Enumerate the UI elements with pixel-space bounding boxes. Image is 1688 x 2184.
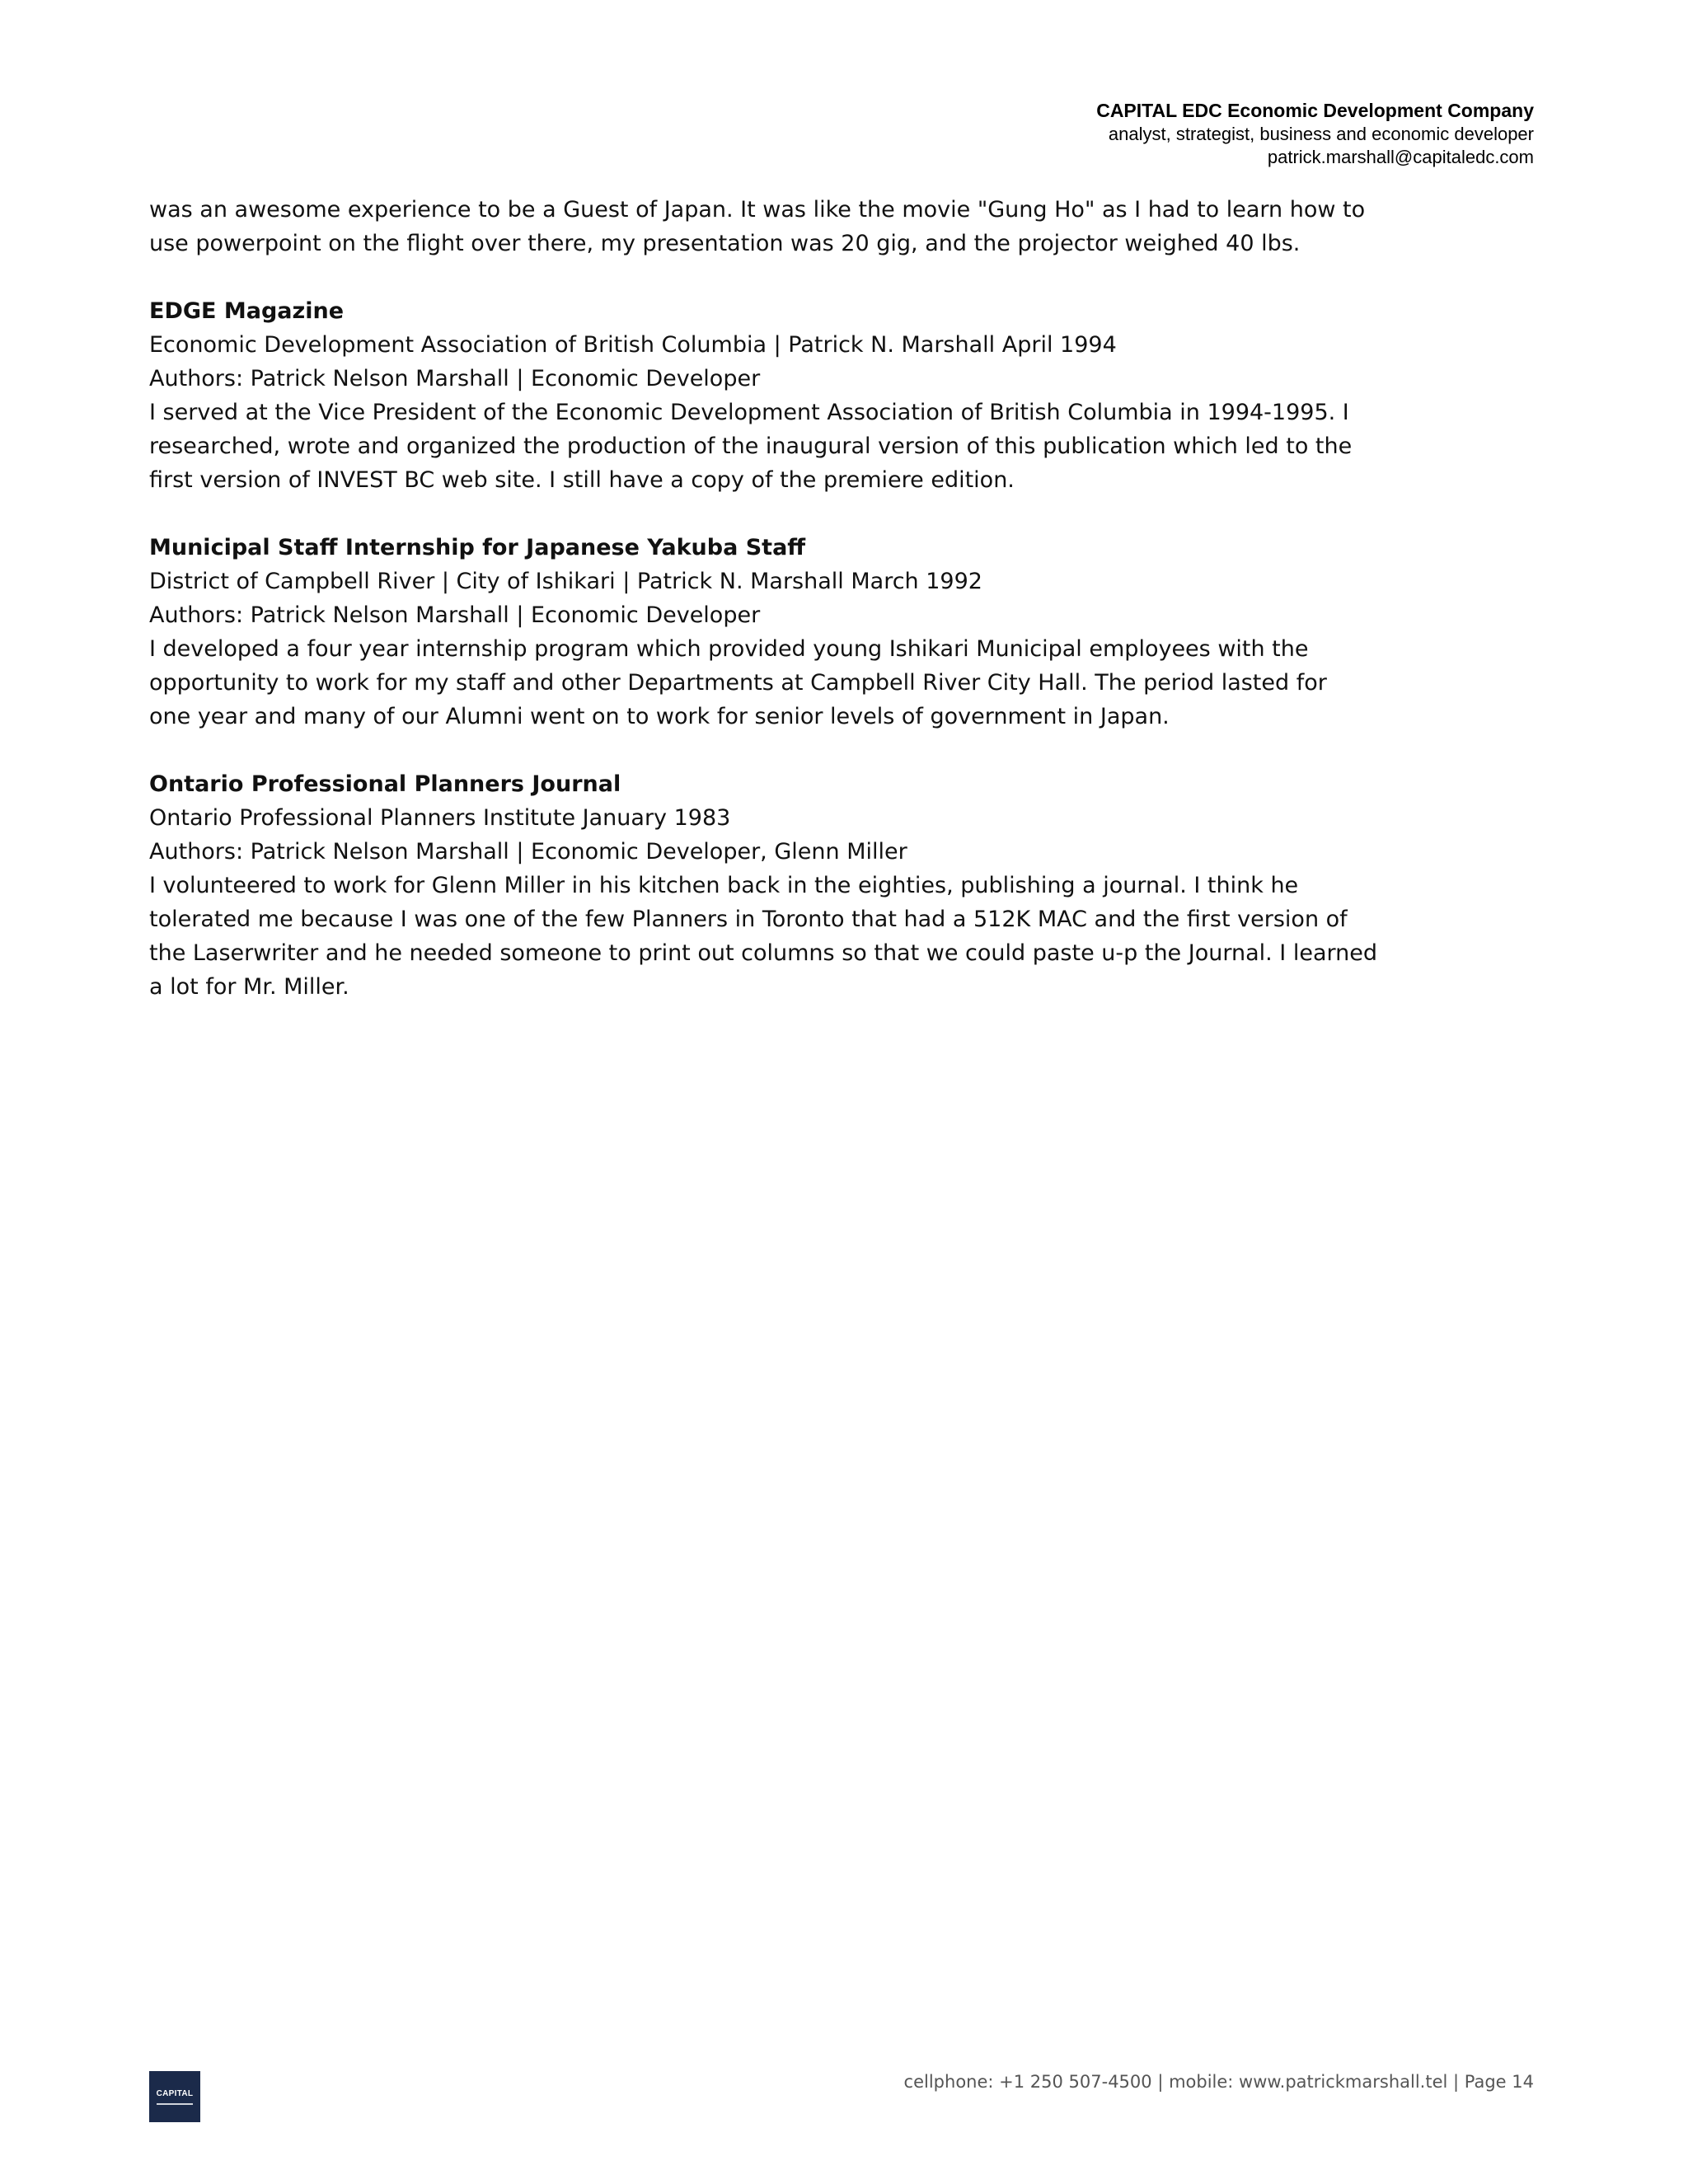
company-tagline: analyst, strategist, business and economic developer	[1108, 124, 1534, 144]
entry-authors: Authors: Patrick Nelson Marshall | Economic Developer	[149, 366, 761, 391]
intro-paragraph	[149, 193, 1402, 260]
logo-rule	[157, 2103, 193, 2105]
entry-title: EDGE Magazine	[149, 298, 344, 324]
contact-email: patrick.marshall@capitaledc.com	[1267, 147, 1534, 167]
capital-logo	[149, 2071, 200, 2122]
entry-description-line: researched, wrote and organized the production of the inaugural version of this publication which led to the	[149, 434, 1353, 459]
logo-text: CAPITAL	[156, 2089, 194, 2098]
entry-description-line: first version of INVEST BC web site. I still have a copy of the premiere edition.	[149, 467, 1015, 493]
entry-authors: Authors: Patrick Nelson Marshall | Economic Developer	[149, 602, 761, 628]
entry-description-line: a lot for Mr. Miller.	[149, 974, 349, 1000]
entry-authors: Authors: Patrick Nelson Marshall | Economic Developer, Glenn Miller	[149, 839, 907, 865]
entry-description-line: I served at the Vice President of the Economic Development Association of British Columbia in 1994-1995. I	[149, 400, 1349, 425]
company-name: CAPITAL EDC Economic Development Company	[1096, 100, 1534, 121]
publication-entry-ontario-journal	[149, 767, 1402, 1004]
entry-source: District of Campbell River | City of Ishikari | Patrick N. Marshall March 1992	[149, 569, 982, 594]
entry-title: Ontario Professional Planners Journal	[149, 771, 621, 797]
document-body	[149, 193, 1402, 1004]
entry-description-line: I volunteered to work for Glenn Miller in his kitchen back in the eighties, publishing a journal. I think he	[149, 873, 1299, 898]
entry-description-line: I developed a four year internship program which provided young Ishikari Municipal employees with the	[149, 636, 1309, 662]
entry-source: Ontario Professional Planners Institute January 1983	[149, 805, 731, 831]
publication-entry-edge-magazine	[149, 294, 1402, 497]
intro-line: use powerpoint on the flight over there, my presentation was 20 gig, and the projector weighed 40 lbs.	[149, 231, 1301, 256]
publication-entry-internship	[149, 531, 1402, 733]
intro-line: was an awesome experience to be a Guest of Japan. It was like the movie "Gung Ho" as I had to learn how to	[149, 197, 1366, 223]
entry-description-line: opportunity to work for my staff and other Departments at Campbell River City Hall. The period lasted for	[149, 670, 1327, 696]
footer-contact: cellphone: +1 250 507-4500 | mobile: www.patrickmarshall.tel | Page 14	[903, 2072, 1534, 2092]
entry-source: Economic Development Association of British Columbia | Patrick N. Marshall April 1994	[149, 332, 1117, 358]
entry-description-line: the Laserwriter and he needed someone to print out columns so that we could paste u-p the Journal. I learned	[149, 940, 1377, 966]
entry-description-line: tolerated me because I was one of the few Planners in Toronto that had a 512K MAC and the first version of	[149, 907, 1348, 932]
entry-title: Municipal Staff Internship for Japanese Yakuba Staff	[149, 535, 806, 560]
page-header	[1096, 99, 1534, 169]
entry-description-line: one year and many of our Alumni went on to work for senior levels of government in Japan.	[149, 704, 1170, 729]
